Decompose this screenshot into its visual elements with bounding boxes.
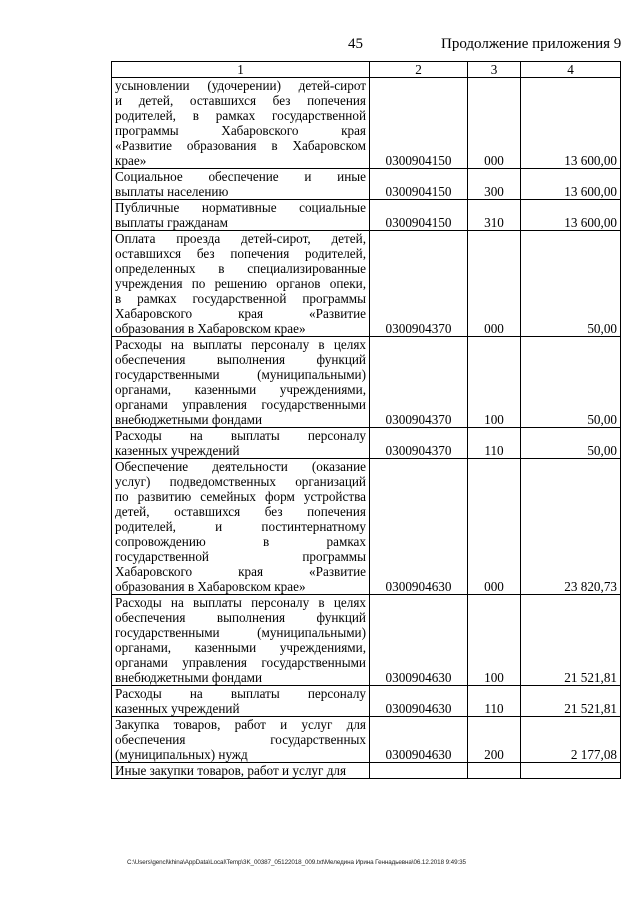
description-line: Расходы на выплаты персоналу в целях — [115, 337, 366, 352]
row-description — [112, 78, 370, 169]
description-line: детей, оставшихся без попечения — [115, 504, 366, 519]
row-code: 0300904630 — [370, 686, 468, 717]
description-line: программы Хабаровского края — [115, 123, 366, 138]
page-number: 45 — [348, 36, 363, 52]
description-line: родителей, в рамках государственной — [115, 108, 366, 123]
table-row — [112, 231, 621, 337]
description-line: Публичные нормативные социальные — [115, 200, 366, 215]
description-line: Социальное обеспечение и иные — [115, 169, 366, 184]
description-line: Закупка товаров, работ и услуг для — [115, 717, 366, 732]
row-amount: 13 600,00 — [521, 200, 621, 231]
description-line: усыновлении (удочерении) детей-сирот — [115, 78, 366, 93]
row-description — [112, 337, 370, 428]
description-line: выплаты гражданам — [115, 215, 228, 230]
description-line: обеспечения выполнения функций — [115, 352, 366, 367]
table-row — [112, 169, 621, 200]
description-line: Хабаровского края «Развитие — [115, 306, 366, 321]
description-line: образования в Хабаровском крае» — [115, 579, 306, 594]
table-row — [112, 686, 621, 717]
description-line: государственной программы — [115, 549, 366, 564]
row-type: 100 — [468, 595, 521, 686]
description-line: выплаты населению — [115, 184, 229, 199]
row-type: 110 — [468, 686, 521, 717]
row-amount: 13 600,00 — [521, 78, 621, 169]
description-line: обеспечения выполнения функций — [115, 610, 366, 625]
description-line: Расходы на выплаты персоналу — [115, 686, 366, 701]
row-description — [112, 231, 370, 337]
continuation-title: Продолжение приложения 9 — [441, 36, 622, 52]
row-description — [112, 169, 370, 200]
description-line: сопровождению в рамках — [115, 534, 366, 549]
description-line: казенных учреждений — [115, 701, 240, 716]
budget-table — [111, 61, 621, 779]
row-code: 0300904630 — [370, 459, 468, 595]
description-line: внебюджетными фондами — [115, 670, 263, 685]
description-line: органами, казенными учреждениями, — [115, 382, 366, 397]
table-row — [112, 717, 621, 763]
row-type: 300 — [468, 169, 521, 200]
row-amount: 2 177,08 — [521, 717, 621, 763]
table-row — [112, 337, 621, 428]
description-line: (муниципальных) нужд — [115, 747, 248, 762]
description-line: и детей, оставшихся без попечения — [115, 93, 366, 108]
description-line: Расходы на выплаты персоналу в целях — [115, 595, 366, 610]
row-type: 000 — [468, 78, 521, 169]
table-row — [112, 595, 621, 686]
row-amount: 21 521,81 — [521, 686, 621, 717]
row-type: 100 — [468, 337, 521, 428]
description-line: услуг) подведомственных организаций — [115, 474, 366, 489]
row-amount: 23 820,73 — [521, 459, 621, 595]
description-line: казенных учреждений — [115, 443, 240, 458]
description-line: Иные закупки товаров, работ и услуг для — [115, 763, 347, 778]
row-amount: 13 600,00 — [521, 169, 621, 200]
row-amount: 50,00 — [521, 428, 621, 459]
row-type: 000 — [468, 459, 521, 595]
description-line: в рамках государственной программы — [115, 291, 366, 306]
row-code: 0300904630 — [370, 595, 468, 686]
row-code: 0300904370 — [370, 231, 468, 337]
table-header-row — [112, 62, 621, 78]
row-description — [112, 717, 370, 763]
row-amount: 21 521,81 — [521, 595, 621, 686]
row-type: 310 — [468, 200, 521, 231]
description-line: обеспечения государственных — [115, 732, 366, 747]
row-description — [112, 763, 370, 779]
row-code: 0300904150 — [370, 169, 468, 200]
description-line: органами управления государственными — [115, 397, 366, 412]
row-description — [112, 595, 370, 686]
description-line: Обеспечение деятельности (оказание — [115, 459, 366, 474]
description-line: органами управления государственными — [115, 655, 366, 670]
description-line: по развитию семейных форм устройства — [115, 489, 366, 504]
description-line: определенных в специализированные — [115, 261, 366, 276]
row-code — [370, 763, 468, 779]
description-line: Хабаровского края «Развитие — [115, 564, 366, 579]
row-amount — [521, 763, 621, 779]
description-line: Оплата проезда детей-сирот, детей, — [115, 231, 366, 246]
column-header: 1 — [112, 62, 370, 78]
table-row — [112, 459, 621, 595]
row-amount: 50,00 — [521, 231, 621, 337]
description-line: «Развитие образования в Хабаровском — [115, 138, 366, 153]
description-line: государственными (муниципальными) — [115, 625, 366, 640]
row-code: 0300904630 — [370, 717, 468, 763]
description-line: оставшихся без попечения родителей, — [115, 246, 366, 261]
description-line: учреждения по решению органов опеки, — [115, 276, 366, 291]
table-row — [112, 428, 621, 459]
description-line: органами, казенными учреждениями, — [115, 640, 366, 655]
row-code: 0300904150 — [370, 200, 468, 231]
table-row — [112, 763, 621, 779]
row-description — [112, 200, 370, 231]
row-code: 0300904370 — [370, 337, 468, 428]
row-description — [112, 686, 370, 717]
row-type: 000 — [468, 231, 521, 337]
document-footer-path: C:\Users\gencl\khina\AppData\Local\Temp\3K_00387_05122018_009.txt\Меледина Ирина Геннадьевна\06.12.2018 9:49:35 — [127, 859, 466, 866]
row-code: 0300904370 — [370, 428, 468, 459]
description-line: образования в Хабаровском крае» — [115, 321, 306, 336]
row-type — [468, 763, 521, 779]
row-description — [112, 459, 370, 595]
column-header: 3 — [468, 62, 521, 78]
row-type: 200 — [468, 717, 521, 763]
description-line: Расходы на выплаты персоналу — [115, 428, 366, 443]
description-line: крае» — [115, 153, 147, 168]
column-header: 4 — [521, 62, 621, 78]
description-line: внебюджетными фондами — [115, 412, 263, 427]
row-code: 0300904150 — [370, 78, 468, 169]
description-line: государственными (муниципальными) — [115, 367, 366, 382]
table-row — [112, 78, 621, 169]
row-type: 110 — [468, 428, 521, 459]
row-description — [112, 428, 370, 459]
description-line: родителей, и постинтернатному — [115, 519, 366, 534]
row-amount: 50,00 — [521, 337, 621, 428]
table-row — [112, 200, 621, 231]
column-header: 2 — [370, 62, 468, 78]
